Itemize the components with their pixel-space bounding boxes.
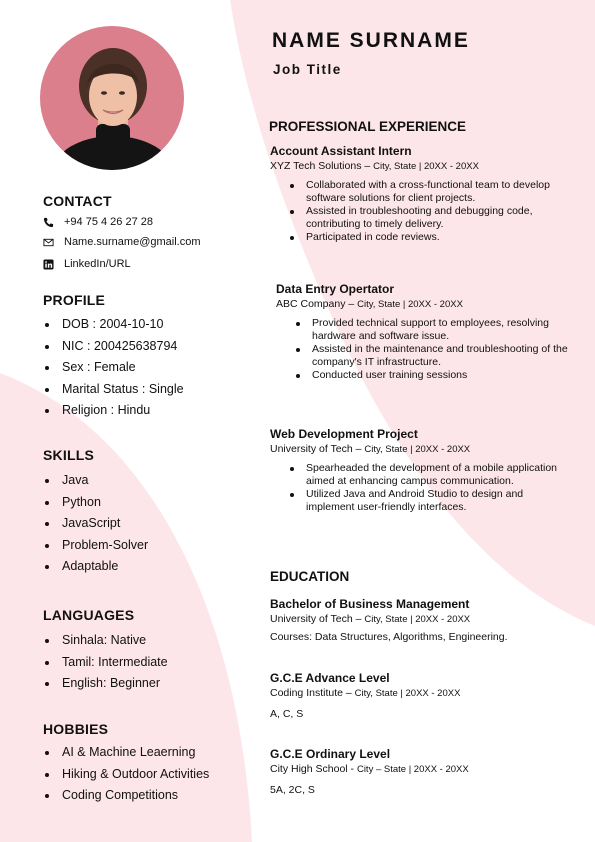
education-title: EDUCATION: [270, 569, 350, 584]
experience-bullets: [276, 317, 576, 382]
experience-title: PROFESSIONAL EXPERIENCE: [269, 119, 467, 134]
education-org: University of Tech – City, State | 20XX - 20XX: [270, 613, 471, 625]
mail-icon: [43, 237, 54, 248]
list-item: Assisted in troubleshooting and debugging code, contributing to timely delivery.: [306, 205, 570, 230]
education-degree: Bachelor of Business Management: [270, 597, 470, 611]
list-item: Assisted in the maintenance and troubleshooting of the company's IT infrastructure.: [312, 343, 576, 368]
name-heading: NAME SURNAME: [272, 29, 470, 52]
education-results: 5A, 2C, S: [270, 784, 315, 796]
hobbies-list: [43, 742, 209, 807]
profile-title: PROFILE: [43, 292, 106, 308]
education-entry-3: [270, 747, 570, 797]
list-item: Conducted user training sessions: [312, 369, 576, 382]
list-item: Utilized Java and Android Studio to design and implement user-friendly interfaces.: [306, 488, 570, 513]
education-entry-2: [270, 671, 570, 721]
experience-entry-1: [270, 144, 570, 245]
profile-marital-status: Marital Status : Single: [43, 379, 184, 401]
experience-role: Web Development Project: [270, 427, 418, 441]
contact-linkedin[interactable]: [43, 257, 131, 271]
profile-dob: DOB : 2004-10-10: [43, 314, 184, 336]
languages-list: [43, 630, 168, 695]
contact-title: CONTACT: [43, 193, 112, 209]
skills-title: SKILLS: [43, 447, 94, 463]
list-item: Tamil: Intermediate: [43, 652, 168, 674]
list-item: Problem-Solver: [43, 535, 148, 557]
list-item: Collaborated with a cross-functional team to develop software solutions for client projects.: [306, 179, 570, 204]
profile-sex: Sex : Female: [43, 357, 184, 379]
experience-bullets: [270, 462, 570, 513]
languages-title: LANGUAGES: [43, 607, 135, 623]
list-item: AI & Machine Leaerning: [43, 742, 209, 764]
experience-org: ABC Company – City, State | 20XX - 20XX: [276, 298, 463, 310]
linkedin-text: LinkedIn/URL: [64, 258, 131, 270]
experience-role: Data Entry Opertator: [276, 282, 395, 296]
list-item: Participated in code reviews.: [306, 231, 570, 244]
contact-email[interactable]: [43, 235, 201, 249]
experience-entry-3: [270, 427, 570, 514]
experience-bullets: [270, 179, 570, 244]
email-text: Name.surname@gmail.com: [64, 236, 201, 248]
list-item: Hiking & Outdoor Activities: [43, 764, 209, 786]
job-title: Job Title: [273, 62, 342, 77]
skills-list: [43, 470, 148, 578]
linkedin-icon: [43, 259, 54, 270]
education-org: City High School - City – State | 20XX - 20XX: [270, 763, 469, 775]
experience-entry-2: [276, 282, 576, 383]
education-courses: Courses: Data Structures, Algorithms, Engineering.: [270, 631, 508, 643]
phone-icon: [43, 217, 54, 228]
hobbies-title: HOBBIES: [43, 721, 109, 737]
list-item: Java: [43, 470, 148, 492]
profile-religion: Religion : Hindu: [43, 400, 184, 422]
education-degree: G.C.E Ordinary Level: [270, 747, 391, 761]
profile-list: [43, 314, 184, 422]
profile-nic: NIC : 200425638794: [43, 336, 184, 358]
experience-role: Account Assistant Intern: [270, 144, 412, 158]
education-entry-1: [270, 597, 570, 644]
education-org: Coding Institute – City, State | 20XX - 20XX: [270, 687, 461, 699]
education-results: A, C, S: [270, 708, 304, 720]
profile-photo: [40, 26, 184, 170]
list-item: Provided technical support to employees, resolving hardware and software issue.: [312, 317, 576, 342]
list-item: Coding Competitions: [43, 785, 209, 807]
list-item: Adaptable: [43, 556, 148, 578]
experience-org: XYZ Tech Solutions – City, State | 20XX - 20XX: [270, 160, 479, 172]
list-item: Python: [43, 492, 148, 514]
list-item: English: Beginner: [43, 673, 168, 695]
list-item: Spearheaded the development of a mobile application aimed at enhancing campus communication.: [306, 462, 570, 487]
education-degree: G.C.E Advance Level: [270, 671, 390, 685]
list-item: Sinhala: Native: [43, 630, 168, 652]
contact-phone: [43, 215, 153, 229]
list-item: JavaScript: [43, 513, 148, 535]
phone-text: +94 75 4 26 27 28: [64, 216, 153, 228]
experience-org: University of Tech – City, State | 20XX - 20XX: [270, 443, 471, 455]
